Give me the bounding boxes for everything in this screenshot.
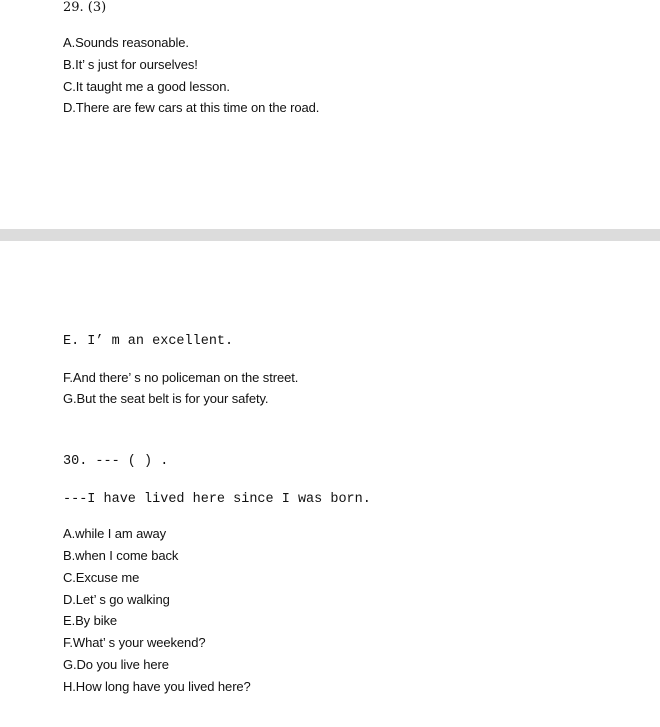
question-30-option-h: H.How long have you lived here? <box>63 679 251 694</box>
question-30-option-d: D.Let’ s go walking <box>63 592 170 607</box>
question-29-option-b: B.It’ s just for ourselves! <box>63 57 198 72</box>
question-29-option-e: E. I’ m an excellent. <box>63 334 234 349</box>
page-divider <box>0 229 660 241</box>
question-30-option-e: E.By bike <box>63 613 118 628</box>
question-29-option-d: D.There are few cars at this time on the road. <box>63 100 320 115</box>
question-30-reply: ---I have lived here since I was born. <box>63 492 371 507</box>
question-29-option-c: C.It taught me a good lesson. <box>63 79 230 94</box>
question-30-option-c: C.Excuse me <box>63 570 140 585</box>
question-29-option-a: A.Sounds reasonable. <box>63 35 189 50</box>
question-30-option-a: A.while I am away <box>63 526 167 541</box>
question-29-option-g: G.But the seat belt is for your safety. <box>63 391 269 406</box>
question-29-option-f: F.And there’ s no policeman on the street. <box>63 370 299 385</box>
question-30-option-g: G.Do you live here <box>63 657 169 672</box>
question-30-option-b: B.when I come back <box>63 548 179 563</box>
question-29-number: 29. (3) <box>63 0 107 15</box>
question-30-option-f: F.What’ s your weekend? <box>63 635 206 650</box>
question-30-number: 30. --- ( ) . <box>63 454 169 469</box>
document-page-top <box>0 0 660 229</box>
document-page-bottom <box>0 241 660 727</box>
